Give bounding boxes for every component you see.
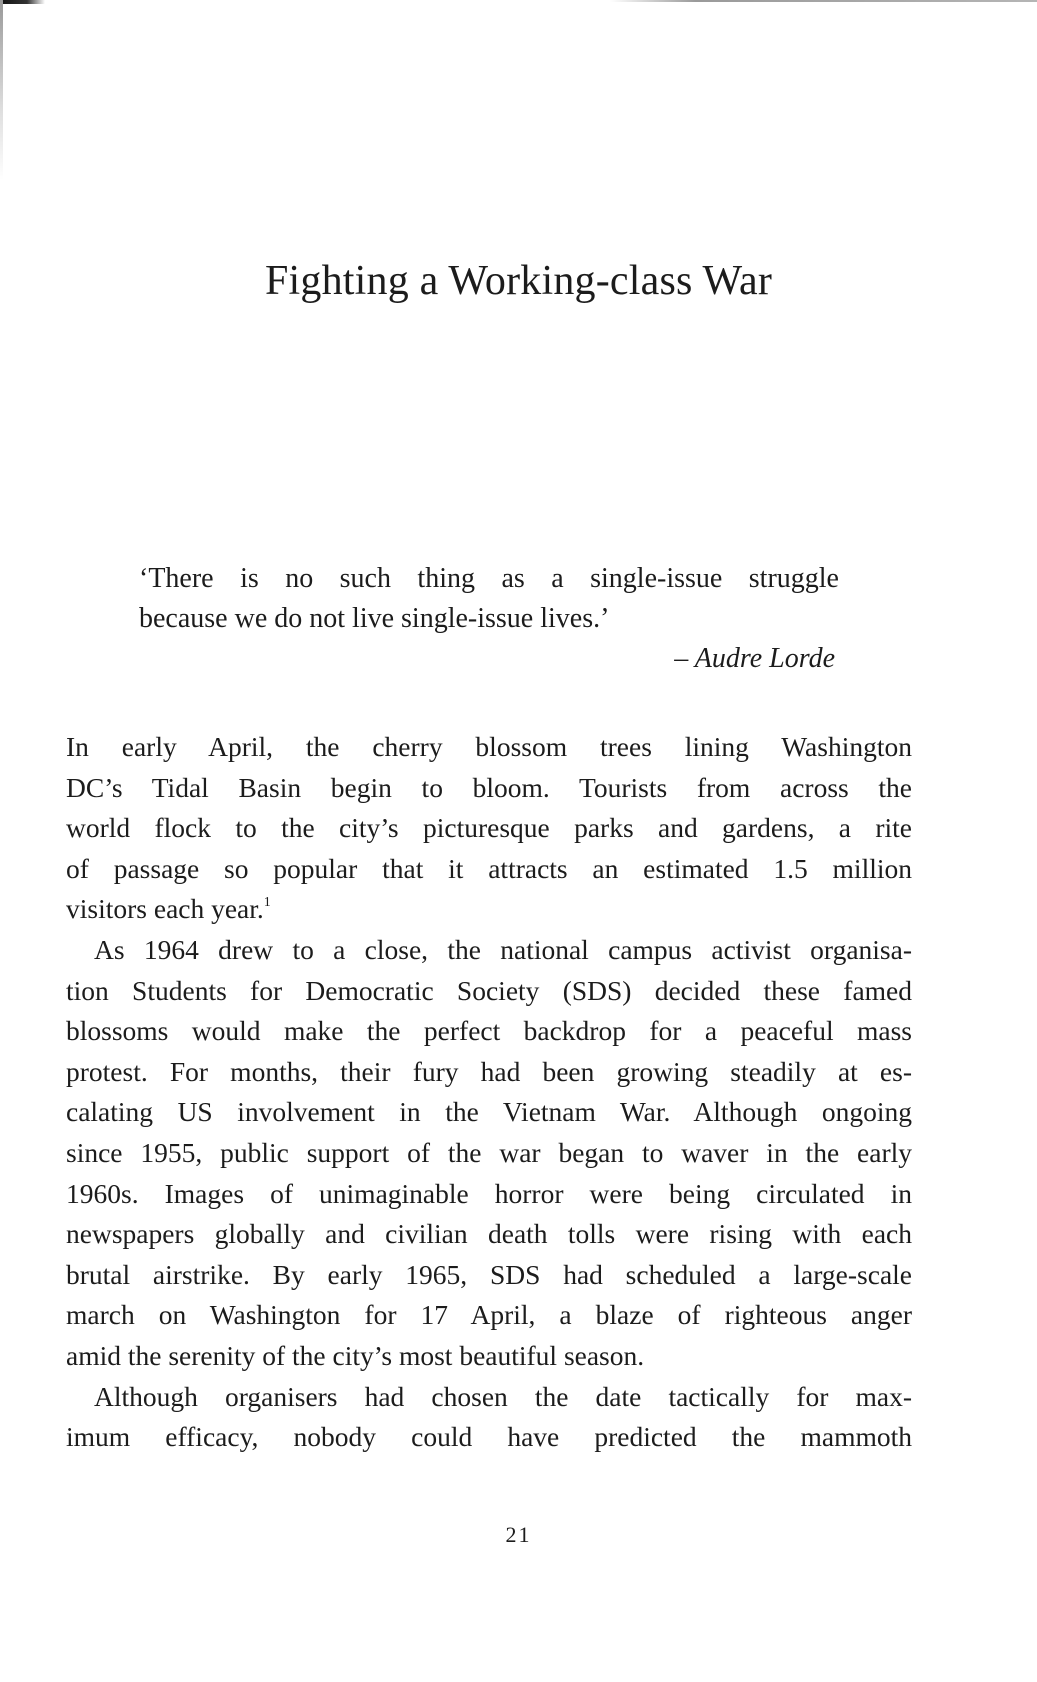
text-line: tion Students for Democratic Society (SDS) decided these famed [66,974,912,1006]
text-line: calating US involvement in the Vietnam War. Although ongoing [66,1096,912,1128]
epigraph-line: because we do not live single-issue lives.’ [139,603,610,634]
chapter-title: Fighting a Working-class War [264,258,773,304]
epigraph-line: ‘There is no such thing as a single-issue struggle [139,563,839,594]
text-line: brutal airstrike. By early 1965, SDS had scheduled a large-scale [66,1258,912,1290]
text-line: newspapers globally and civilian death tolls were rising with each [66,1218,912,1250]
text-line: 1960s. Images of unimaginable horror were being circulated in [66,1177,912,1209]
text-line [66,889,912,930]
text-line: world flock to the city’s picturesque parks and gardens, a rite [66,812,912,844]
text-line: As 1964 drew to a close, the national campus activist organisa- [94,933,912,965]
scan-edge-shadow [0,0,3,180]
text-line: Although organisers had chosen the date tactically for max- [94,1380,912,1412]
scan-edge-shadow [0,0,45,4]
page-number: 21 [505,1522,532,1547]
text-line: since 1955, public support of the war began to waver in the early [66,1136,912,1168]
epigraph [139,559,839,679]
text-line: blossoms would make the perfect backdrop for a peaceful mass [66,1015,912,1047]
text-line-content: visitors each year. [66,893,264,925]
footnote-marker[interactable]: 1 [263,895,271,911]
body-text [66,727,912,1458]
text-line: imum efficacy, nobody could have predicted the mammoth [66,1421,912,1453]
text-line: of passage so popular that it attracts an estimated 1.5 million [66,852,912,884]
scan-edge-shadow [610,0,1037,2]
text-line: protest. For months, their fury had been growing steadily at es- [66,1055,912,1087]
text-line: In early April, the cherry blossom trees lining Washington [66,731,912,762]
text-line: amid the serenity of the city’s most beautiful season. [66,1339,645,1371]
epigraph-attribution: – Audre Lorde [674,643,835,674]
text-line: DC’s Tidal Basin begin to bloom. Tourists from across the [66,771,912,803]
text-line: march on Washington for 17 April, a blaze of righteous anger [66,1299,912,1331]
